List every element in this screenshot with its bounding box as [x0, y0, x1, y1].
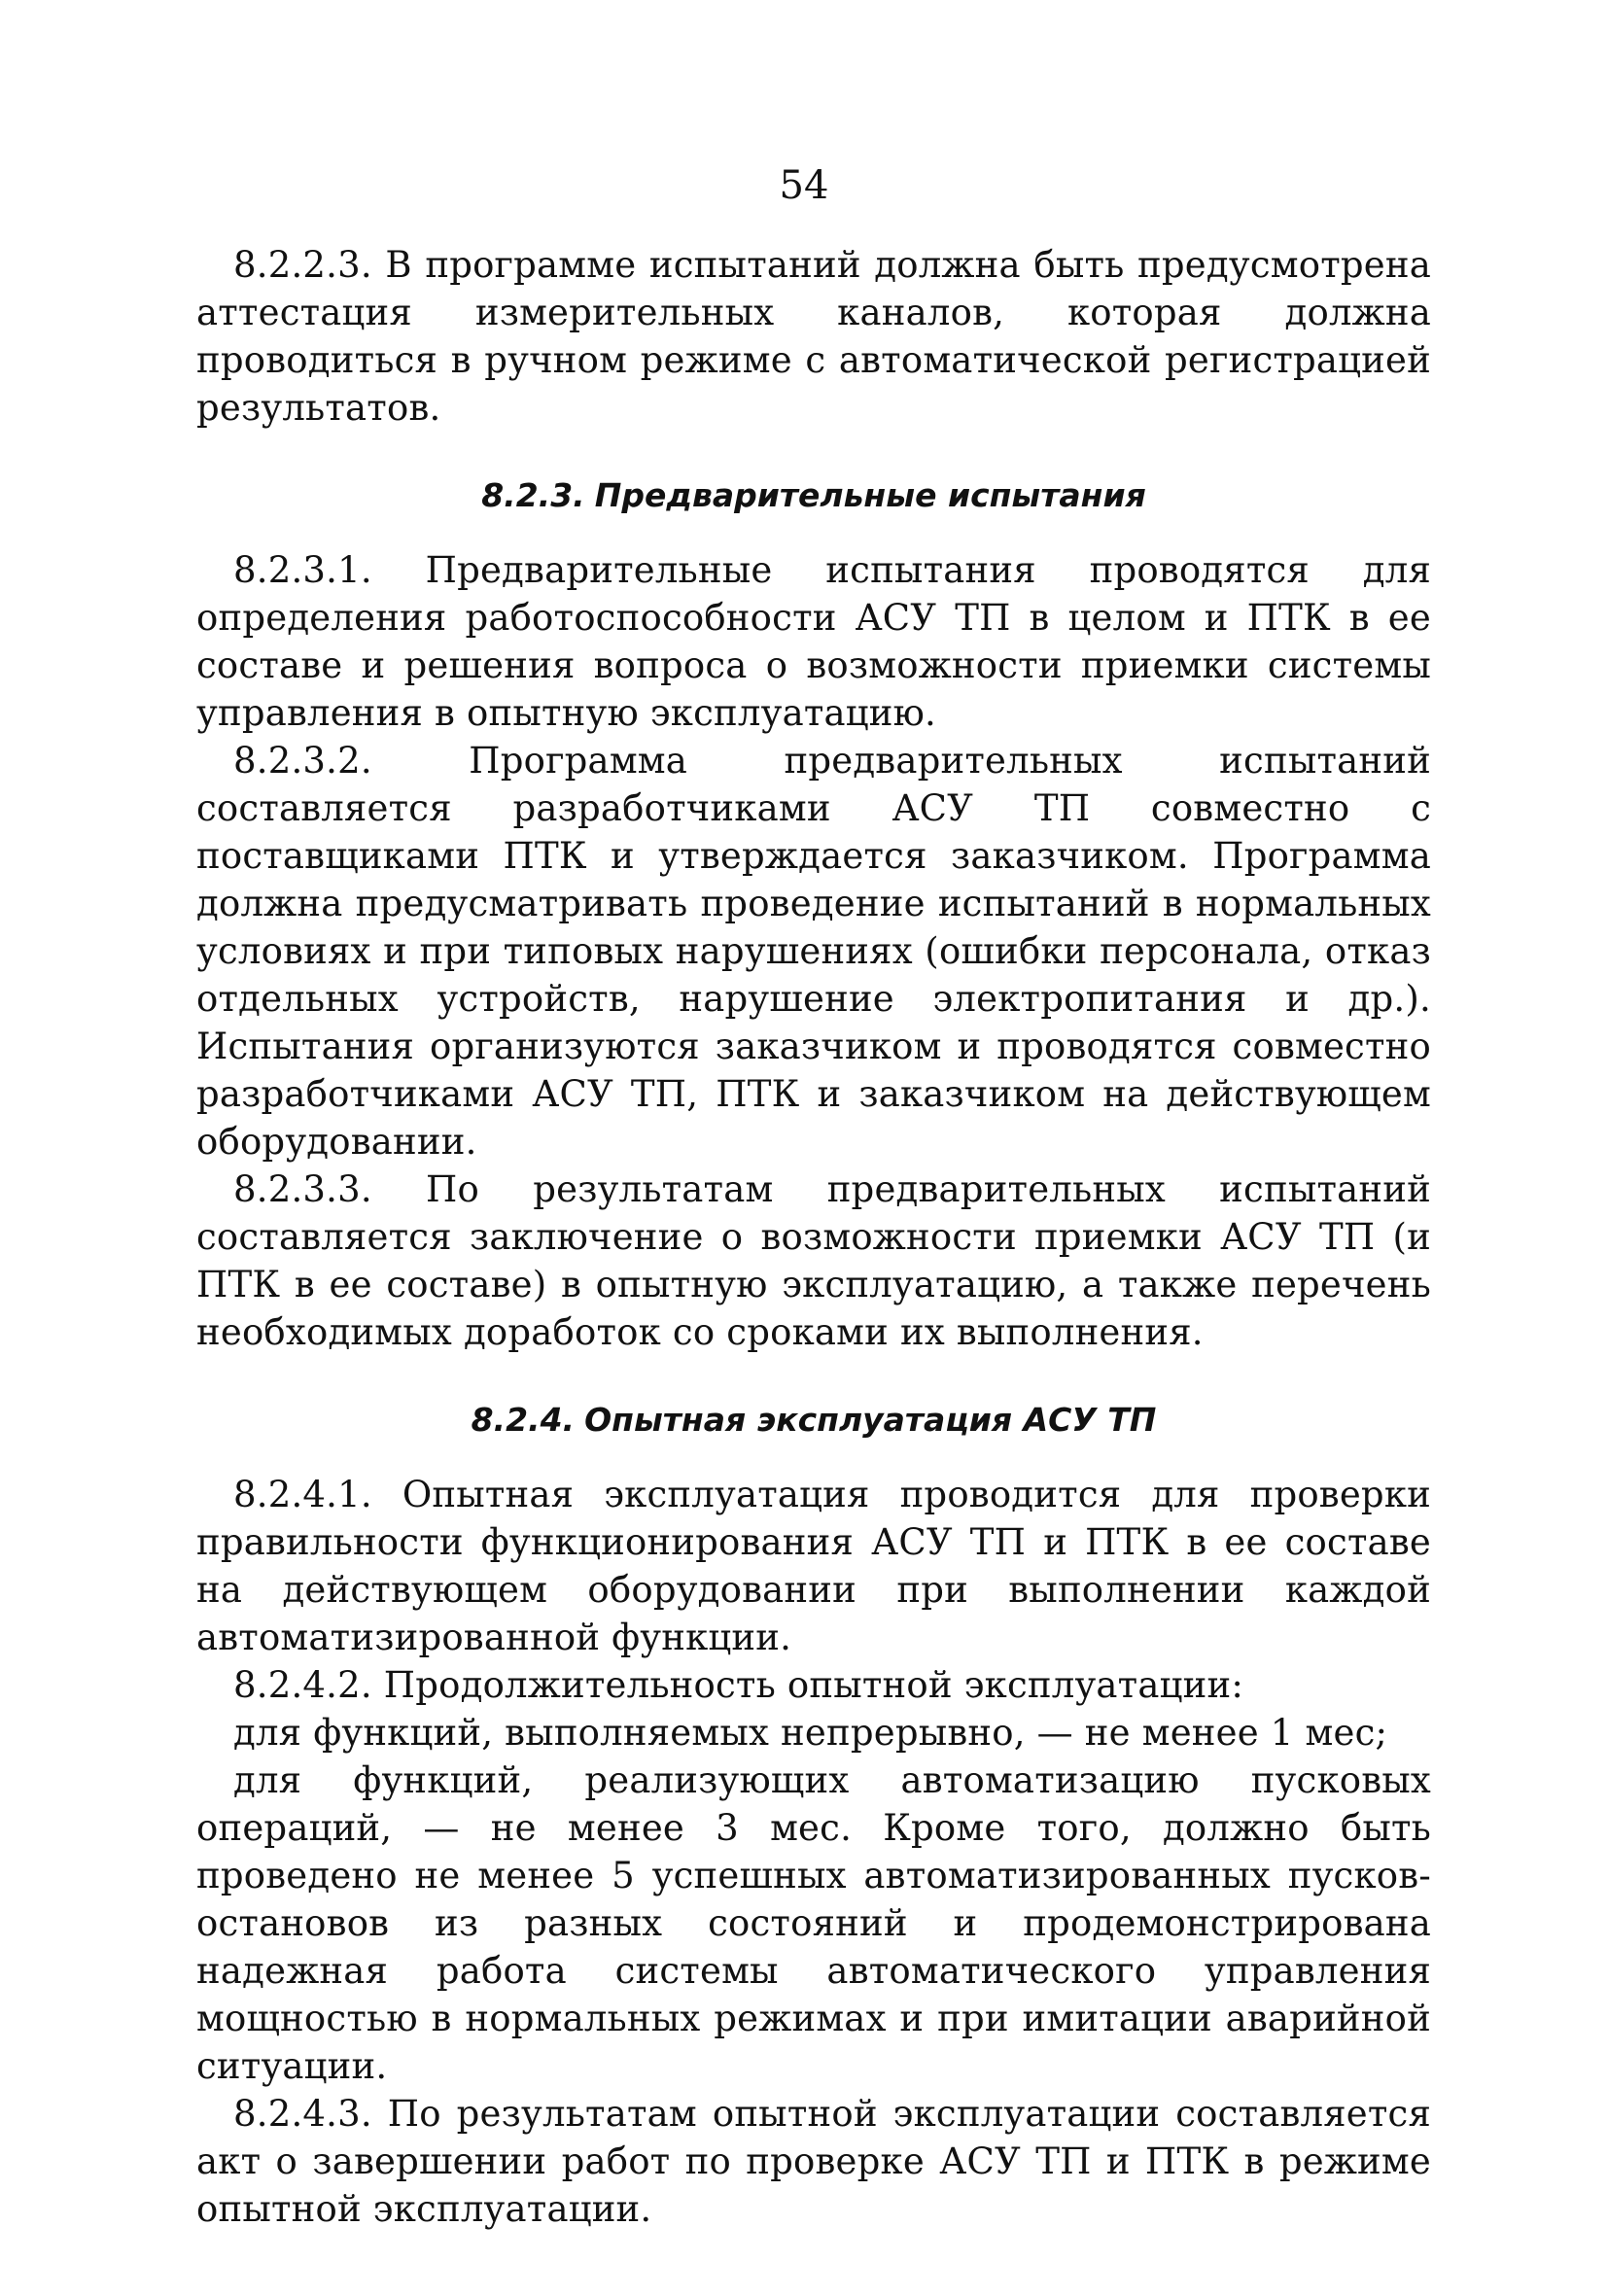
paragraph-8-2-3-2: 8.2.3.2. Программа предварительных испытаний составляется разработчиками АСУ ТП совместно с поставщиками ПТК и утверждается заказчиком. Программа должна предусматривать проведение испытаний в нормальных условиях и при типовых нарушениях (ошибки персонала, отказ отдельных устройств, нарушение электропитания и др.). Испытания организуются заказчиком и проводятся совместно разработчиками АСУ ТП, ПТК и заказчиком на действующем оборудовании.	[196, 740, 1431, 1163]
paragraph-8-2-4-3: 8.2.4.3. По результатам опытной эксплуатации составляется акт о завершении работ по проверке АСУ ТП и ПТК в режиме опытной эксплуатации.	[196, 2093, 1431, 2230]
paragraph-8-2-2-3: 8.2.2.3. В программе испытаний должна быть предусмотрена аттестация измерительных каналов, которая должна проводиться в ручном режиме с автоматической регистрацией результатов.	[196, 244, 1431, 429]
section-number: 8.2.3.	[481, 476, 585, 514]
section-heading-8-2-3	[196, 474, 1431, 517]
section-title: Предварительные испытания	[594, 476, 1146, 514]
page-number: 54	[779, 163, 829, 208]
page-body	[196, 241, 1431, 2233]
list-item-continuous-functions: для функций, выполняемых непрерывно, — не менее 1 мес;	[233, 1712, 1388, 1754]
section-title: Опытная эксплуатация АСУ ТП	[584, 1401, 1157, 1439]
section-number: 8.2.4.	[471, 1401, 576, 1439]
paragraph-8-2-4-1: 8.2.4.1. Опытная эксплуатация проводится для проверки правильности функционирования АСУ ТП и ПТК в ее составе на действующем оборудовании при выполнении каждой автоматизированной функции.	[196, 1474, 1431, 1658]
section-heading-8-2-4	[196, 1399, 1431, 1442]
paragraph-8-2-3-1: 8.2.3.1. Предварительные испытания проводятся для определения работоспособности АСУ ТП в целом и ПТК в ее составе и решения вопроса о возможности приемки системы управления в опытную эксплуатацию.	[196, 549, 1431, 734]
paragraph-8-2-4-2: 8.2.4.2. Продолжительность опытной эксплуатации:	[233, 1664, 1243, 1706]
list-item-startup-functions: для функций, реализующих автоматизацию пусковых операций, — не менее 3 мес. Кроме того, должно быть проведено не менее 5 успешных автоматизированных пусков-остановов из разных состояний и продемонстрирована надежная работа системы автоматического управления мощностью в нормальных режимах и при имитации аварийной ситуации.	[196, 1759, 1431, 2087]
paragraph-8-2-3-3: 8.2.3.3. По результатам предварительных испытаний составляется заключение о возможности приемки АСУ ТП (и ПТК в ее составе) в опытную эксплуатацию, а также перечень необходимых доработок со сроками их выполнения.	[196, 1168, 1431, 1353]
